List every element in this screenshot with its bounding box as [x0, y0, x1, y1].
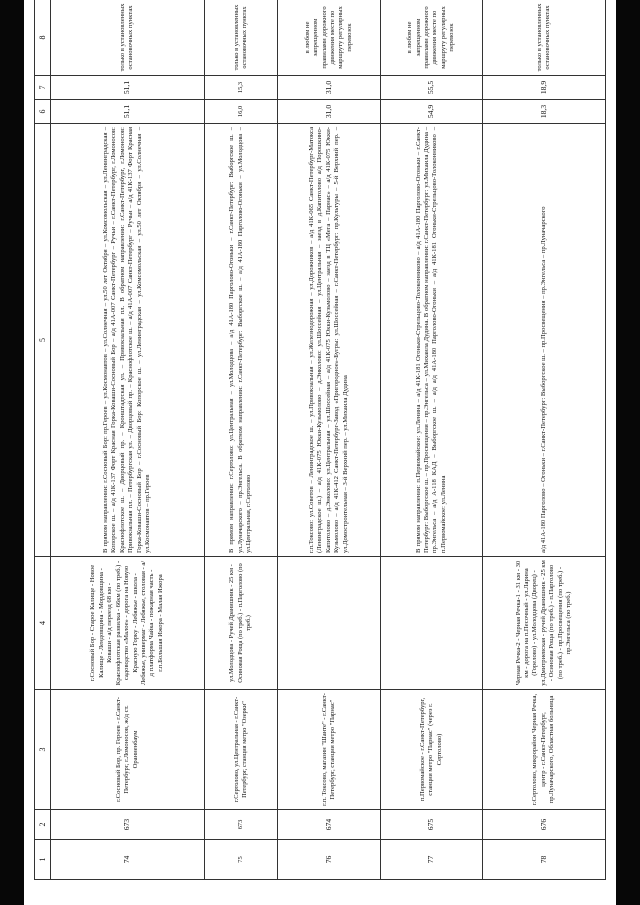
- length-back: 55,5: [380, 76, 482, 100]
- header-cell: 2: [35, 810, 51, 840]
- route-path: В прямом направлении: г.Сосновый Бор: пр.Героев – ул.Космонавтов – ул.Солнечная – ул.50 лет Октября – ул.Комсомольская – ул.Ленинградская – Копорское ш. – а/д 41К-137 Форт Красная Горка-Коваши-Сосновый Бор – а/д 41А-007 Санкт-Петербург – Ручьи – г.Санкт-Петербург, г.Ломоносов: Краснофлотское ш. – Дворцовый пр. – Кронштадтская ул. – Привокзальная пл. В обратном направлении: г.Санкт-Петербург, г.Ломоносов: Привокзальная пл. – Петербургская ул. – Дворцовый пр. – Краснофлотское ш. – а/д 41А-007 Санкт-Петербург – Ручьи – а/д 41К-137 Форт Красная Горка-Коваши-Сосновый Бор – г.Сосновый Бор: Копорское ш. – ул.Ленинградская – ул.Комсомольская – ул.50 лет Октября – ул.Солнечная – ул.Космонавтов – пр.Героев: [51, 124, 205, 557]
- length-forward: 54,9: [380, 100, 482, 124]
- routes-table: [34, 0, 606, 880]
- length-forward: 51,1: [51, 100, 205, 124]
- table-row: [483, 0, 606, 880]
- row-number: 75: [204, 840, 278, 880]
- row-number: 78: [483, 840, 606, 880]
- route-stops: Черная Речка-2 - Черная Речка-1 - 31 км - 30 км - дорога на п.Песочный - ул.Ларина (Горелово) - ул.Молодцова (Дворец) - ул.Дмитриевская - ручей Дранишник - 25 км - Осиновая Роща (по треб.) - п.Парголово (по треб.) - пр.Просвещения (по треб.) - пр.Энгельса (по треб.): [483, 557, 606, 690]
- length-back: 51,1: [51, 76, 205, 100]
- table-row: [204, 0, 278, 880]
- route-endpoints: п.Первомайское - г.Санкт-Петербург, станция метро "Парнас" (через г. Сертолово): [380, 690, 482, 810]
- route-stops: ул.Молодцова - Ручей Дранишник - 25 км - Осиновая Роща (по треб.) - п.Парголово (по треб.): [204, 557, 278, 690]
- route-path: а/д 41А-180 Парголово – Огоньки – г.Санкт-Петербург: Выборгское ш. – пр.Просвещения – пр.Энгельса – пр.Луначарского: [483, 124, 606, 557]
- header-cell: 7: [35, 76, 51, 100]
- route-number: 673: [204, 810, 278, 840]
- header-cell: 1: [35, 840, 51, 880]
- row-number: 77: [380, 840, 482, 880]
- header-row: [35, 0, 51, 880]
- route-stops: [278, 557, 380, 690]
- stop-order: только в установленных остановочных пунктах: [483, 0, 606, 76]
- length-back: 18,9: [483, 76, 606, 100]
- route-stops: [380, 557, 482, 690]
- route-endpoints: г.Сосновый Бор, пр. Героев - г.Санкт-Петербург, г.Ломоносов, ж/д ст. Ораниенбаум: [51, 690, 205, 810]
- route-number: 676: [483, 810, 606, 840]
- header-cell: 8: [35, 0, 51, 76]
- route-path: В прямом направлении: г.Сертолово: ул.Центральная – ул.Молодцова – а/д 41А-180 Парголово-Огоньки – г.Санкт-Петербург: Выборгское ш. – ул.Луначарского – пр.Энгельса. В обратном направлении: г.Санкт-Петербург: Выборгское ш. – а/д 41А-180 Парголово-Огоньки – ул.Молодцова – ул.Центральная, г.Сертолово: [204, 124, 278, 557]
- route-number: 673: [51, 810, 205, 840]
- length-forward: 31,0: [278, 100, 380, 124]
- stop-order: в любом не запрещенном правилами дорожного движения месте по маршруту регулярных перевозок: [278, 0, 380, 76]
- stop-order: только в установленных остановочных пунктах: [204, 0, 278, 76]
- length-back: 31,0: [278, 76, 380, 100]
- stop-order: в любом не запрещенном правилами дорожного движения месте по маршруту регулярных перевозок: [380, 0, 482, 76]
- length-forward: 16,0: [204, 100, 278, 124]
- route-endpoints: г.Сертолово, микрорайон Черная Речка, центр - г.Санкт-Петербург, пр.Луначарского, Областная больница: [483, 690, 606, 810]
- route-number: 675: [380, 810, 482, 840]
- route-endpoints: г.Сертолово, ул.Центральная - г.Санкт-Петербург, станция метро "Озерки": [204, 690, 278, 810]
- scan-edge-left: [0, 0, 24, 905]
- table-row: [380, 0, 482, 880]
- route-stops: г.Сосновый Бор - Старое Калище - Новое Калище - Лендовщина - Мордовщина - Коваши - а/д переезд 68 км - Краснофлотская развилка - 66км (по треб.) - садоводство «Малое» - дорога на Новую Красную Горку - Лебяжье - школа - Лебяжье, универмаг - Лебяжье, столовая - а/д платформа Чайка - пожарная часть - г.п.Большая Ижора - Малая Ижора: [51, 557, 205, 690]
- header-cell: 4: [35, 557, 51, 690]
- table-row: [51, 0, 205, 880]
- length-forward: 18,3: [483, 100, 606, 124]
- route-number: 674: [278, 810, 380, 840]
- route-path: В прямом направлении: п.Первомайское: ул.Ленина – а/д 41К-181 Огоньки-Стрельцово-Толоконниково – а/д 41А-180 Парголово-Огоньки – г.Санкт-Петербург: Выборгское ш. – пр.Просвещения – пр.Энгельса – ул.Михаила Дудина. В обратном направлении: г.Санкт-Петербург: ул.Михаила Дудина – пр.Энгельса – а/д А-118 КАД – Выборгское ш. – а/д а/д 41А-180 Парголово-Огоньки – а/д 41К-181 Огоньки-Стрельцово-Толоконниково – п.Первомайское: ул.Ленина: [380, 124, 482, 557]
- header-cell: 6: [35, 100, 51, 124]
- row-number: 76: [278, 840, 380, 880]
- header-cell: 5: [35, 124, 51, 557]
- route-path: г.п.Токсово: ул.Советов – Ленинградское ш. – ул.Привокзальная – ул.Железнодорожная – ул.Дорожников – а/д 41К-065 Санкт-Петербург-Матокса (Ленинградское ш.) – а/д 41К-075 Юкки-Кузьмолово – д.Энколово: ул.Шоссейная – ул.Центральная – заезд в д.Капитолово а/д Порошкино-Капитолово – д.Энколово: ул.Центральная – ул.Шоссейная – а/д 41К-075 Юкки-Кузьмолово – заезд в ТЦ «Мега – Парнас» – а/д 41К-075 Юкки-Кузьмолово – а/д 41К-412 Санкт-Петербург-Завод «Пригородное»-Бугры: ул.Шоссейная – г.Санкт-Петербург: пр.Культуры – 5-й Верхний пер. – ул.Домостроительная – 3-й Верхний пер. – ул.Михаила Дудина: [278, 124, 380, 557]
- rotated-table-page: [34, 0, 606, 880]
- table-row: [278, 0, 380, 880]
- stop-order: только в установленных остановочных пунктах: [51, 0, 205, 76]
- scan-edge-right: [616, 0, 640, 905]
- header-cell: 3: [35, 690, 51, 810]
- length-back: 15,3: [204, 76, 278, 100]
- row-number: 74: [51, 840, 205, 880]
- route-endpoints: г.п. Токсово, магазин "Шанте" - г.Санкт-Петербург, станция метро "Парнас": [278, 690, 380, 810]
